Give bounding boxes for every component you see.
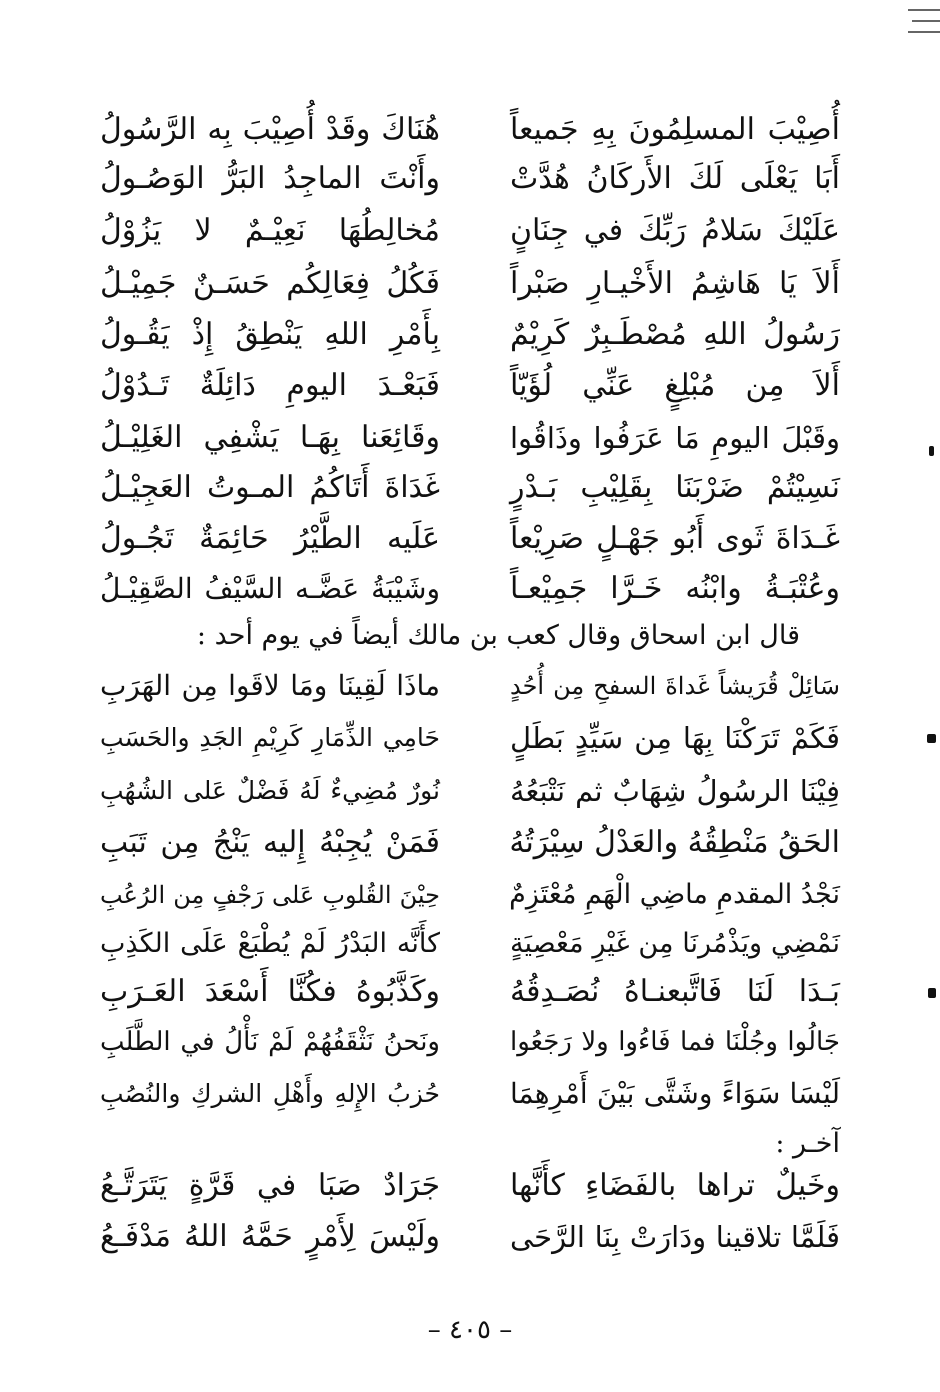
first-hemistich: رَسُولُ اللهِ مُصْطَـبِرٌ كَرِيْمٌ <box>510 317 840 352</box>
second-hemistich: فَبَعْـدَ اليومِ دَائِلَةٌ تَـدُوْلُ <box>100 368 440 403</box>
second-hemistich: نُورٌ مُضِيءٌ لَهُ فَضْلٌ عَلى الشُهُبِ <box>100 776 440 805</box>
verse <box>100 567 840 619</box>
first-hemistich: فَلَمَّا تلاقينا ودَارَتْ بِنَا الرَّحَى <box>510 1220 840 1254</box>
first-hemistich: نَسِيْتُمْ ضَرْبَنَا بِقَلِيْبِ بَـدْرٍ <box>510 470 840 505</box>
verse <box>100 769 840 821</box>
first-hemistich: لَيْسَا سَوَاءً وشَتَّى بَيْنَ أَمْرِهِمَا <box>510 1077 840 1110</box>
second-hemistich: وكَذَّبُوهُ فكُنَّا أَسْعَدَ العَـرَبِ <box>100 974 440 1009</box>
verse <box>100 716 840 768</box>
first-hemistich: سَائِلْ قُرَيشاً غَداةَ السفحِ مِن أُحُدٍ <box>510 672 840 700</box>
first-hemistich: عَلَيْكَ سَلامُ رَبِّكَ في جِنَانٍ <box>510 213 840 248</box>
verse <box>100 313 840 365</box>
verse <box>100 364 840 416</box>
other-poet-label: آخـر : <box>775 1128 840 1159</box>
verse <box>100 922 840 974</box>
margin-mark <box>927 734 936 743</box>
verse <box>100 108 840 160</box>
first-hemistich: فَكَمْ تَرَكْنَا بِهَا مِن سَيِّدٍ بَطَلٍ <box>510 721 840 755</box>
second-hemistich: ونَحنُ نَثْقَفُهُمْ لَمْ نَأْلُ في الطَّلَبِ <box>100 1027 440 1057</box>
first-hemistich: وقَبْلَ اليومِ مَا عَرَفُوا وذَاقُوا <box>510 421 840 455</box>
margin-mark <box>929 446 934 456</box>
verse <box>100 262 840 314</box>
second-hemistich: فَكُلُ فِعَالِكُم حَسَـنٌ جَمِيْـلُ <box>100 266 440 301</box>
verse <box>100 1020 840 1072</box>
intro-line: قال ابن اسحاق وقال كعب بن مالك أيضاً في يوم أحد : <box>196 620 800 651</box>
first-hemistich: الحَقُ مَنْطِقُهُ والعَدْلُ سِيْرَتُهُ <box>509 825 840 860</box>
page-number: – ٤٠٥ – <box>427 1315 513 1345</box>
second-hemistich: ولَيْسَ لِأَمْرٍ حَمَّهُ اللهُ مَدْفَـعُ <box>100 1219 440 1254</box>
verse <box>100 1072 840 1124</box>
first-hemistich: أُصِيْبَ المسلِمُونَ بِهِ جَميعاً <box>510 112 840 147</box>
corner-rule <box>906 6 940 36</box>
first-hemistich: وعُتْبَـةُ وابْنُه خَـرَّا جَمِيْعـاً <box>510 571 840 606</box>
second-hemistich: بِأَمْرِ اللهِ يَنْطِقُ إِذْ يَقُـولُ <box>100 317 440 352</box>
verse <box>100 873 840 925</box>
first-hemistich: فِيْنَا الرسُولُ شِهَابٌ ثم نَتْبَعُهُ <box>510 774 840 808</box>
second-hemistich: كأَنَّه البَدْرُ لَمْ يُطْبَعْ عَلَى الكَذِبِ <box>100 928 440 959</box>
first-hemistich: أَلاَ مِن مُبْلِغٍ عَنِّي لُؤَيّاً <box>510 368 840 403</box>
verse <box>100 209 840 261</box>
verse <box>100 970 840 1022</box>
verse <box>100 1164 840 1216</box>
verse <box>100 1215 840 1267</box>
second-hemistich: جَرَادٌ صَبَا في قَرَّةٍ يَتَرَتَّـعُ <box>100 1168 440 1203</box>
second-hemistich: وشَيْبَةُ عَضَّـه السَّيْفُ الصَّقِيْـلُ <box>100 572 440 605</box>
margin-mark <box>928 988 936 998</box>
verse <box>100 821 840 873</box>
second-hemistich: عَلَيه الطَّيْرُ حَائِمَةٌ تَجُـولُ <box>100 521 440 556</box>
first-hemistich: نَجْدُ المقدمِ ماضِي الْهَمِ مُعْتَزِمٌ <box>509 879 840 910</box>
verse <box>100 416 840 468</box>
first-hemistich: وخَيلٌ تراها بالفَضَاءِ كأَنَّها <box>510 1168 840 1203</box>
second-hemistich: مُخالِطُهَا نَعِيْـمٌ لا يَزُوْلُ <box>100 213 440 248</box>
first-hemistich: جَالُوا وجُلْنَا فما فَاءُوا ولا رَجَعُوا <box>510 1027 840 1057</box>
first-hemistich: بَـدَا لَنَا فَاتَّبعنـاهُ نُصَـدِقُهُ <box>510 974 840 1009</box>
verse <box>100 517 840 569</box>
second-hemistich: غَدَاةَ أَتَاكُمُ المـوتُ العَجِيْـلُ <box>100 470 440 505</box>
first-hemistich: غَـدَاةَ ثَوى أَبُو جَهْـلٍ صَرِيْعاً <box>510 521 840 556</box>
second-hemistich: حَامِي الذِّمَارِ كَرِيْمِ الجَدِ والحَسَبِ <box>100 723 440 752</box>
second-hemistich: وأَنْتَ الماجِدُ البَرُّ الوَصُـولُ <box>100 161 440 196</box>
first-hemistich: أَبَا يَعْلَى لَكَ الأَركَانُ هُدَّتْ <box>510 161 840 196</box>
first-hemistich: أَلاَ يَا هَاشِمُ الأَخْيـارِ صَبْراً <box>510 266 840 301</box>
first-hemistich: نَمْضِي ويَذْمُرنَا مِن غَيْرِ مَعْصِيَةٍ <box>510 928 840 959</box>
verse <box>100 664 840 716</box>
second-hemistich: وقَائِعَنا بِهَـا يَشْفِي الغَلِيْـلُ <box>100 420 440 455</box>
second-hemistich: حُزبُ الإِلهِ وأَهْلِ الشركِ والنُصُبِ <box>100 1079 440 1108</box>
second-hemistich: فَمَنْ يُجِبْهُ إِليه يَنْجُ مِن تَبَبِ <box>100 825 440 860</box>
second-hemistich: هُنَاكَ وقَدْ أُصِيْبَ بِه الرَّسُولُ <box>100 112 440 147</box>
verse <box>100 466 840 518</box>
second-hemistich: حِيْنَ القُلوبِ عَلى رَجْفٍ مِن الرُعُبِ <box>100 881 440 909</box>
verse <box>100 157 840 209</box>
second-hemistich: ماذَا لَقِينَا ومَا لاقَوا مِن الهَرَبِ <box>100 669 440 702</box>
